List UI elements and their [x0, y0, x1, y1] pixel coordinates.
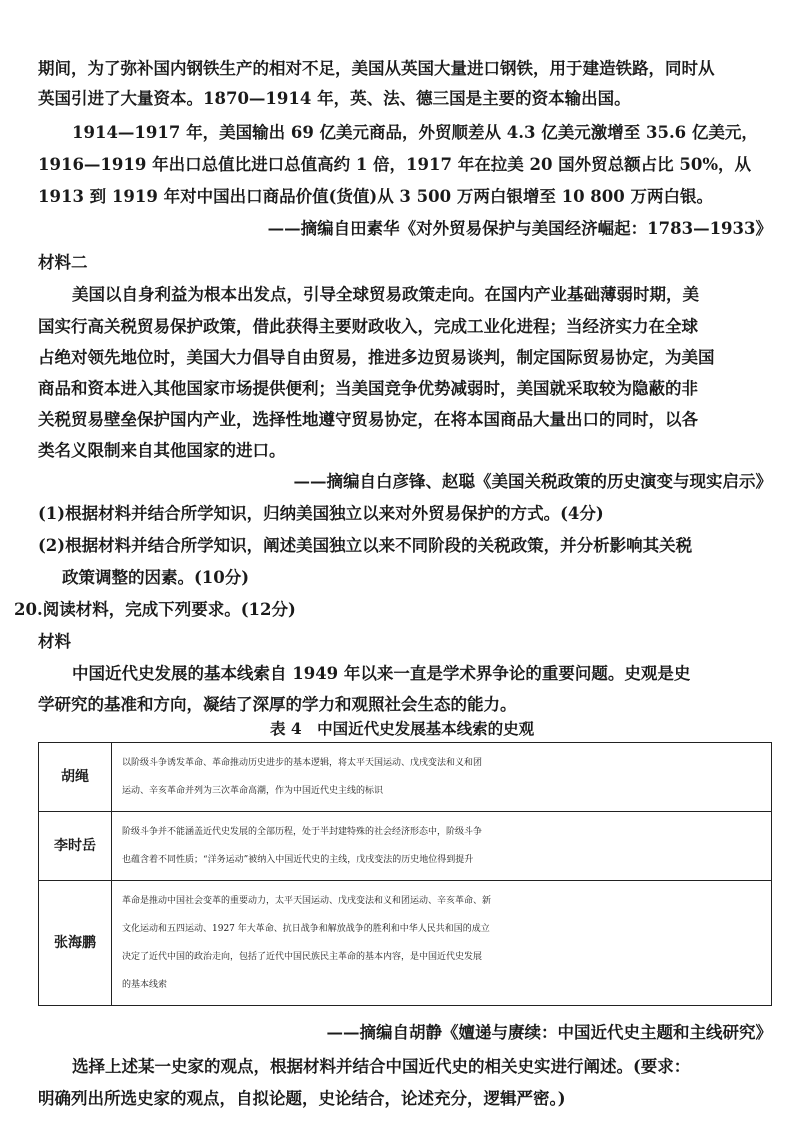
historian-view	[112, 743, 772, 812]
material-one-line-5: 1913 到 1919 年对中国出口商品价值(货值)从 3 500 万两白银增至 10 800 万两白银。	[38, 187, 713, 206]
view-line: 阶级斗争并不能涵盖近代史发展的全部历程，处于半封建特殊的社会经济形态中，阶级斗争	[122, 827, 483, 837]
material-two-heading: 材料二	[38, 253, 88, 272]
question-20-title: 20.阅读材料，完成下列要求。(12分)	[14, 600, 296, 619]
historian-name: 张海鹏	[39, 881, 112, 1006]
question-20-material-heading: 材料	[38, 632, 71, 651]
material-one-line-2: 英国引进了大量资本。1870—1914 年，英、法、德三国是主要的资本输出国。	[38, 89, 631, 108]
material-two-line-6: 类名义限制来自其他国家的进口。	[38, 441, 286, 460]
question-20-material-line-2: 学研究的基准和方向，凝结了深厚的学力和观照社会生态的能力。	[38, 695, 517, 714]
material-one-line-3: 1914—1917 年，美国输出 69 亿美元商品，外贸顺差从 4.3 亿美元激增至 35.6 亿美元，	[72, 123, 758, 142]
material-one-line-4: 1916—1919 年出口总值比进口总值高约 1 倍，1917 年在拉美 20 国外贸总额占比 50%，从	[38, 155, 752, 174]
view-line: 革命是推动中国社会变革的重要动力，太平天国运动、戊戌变法和义和团运动、辛亥革命、新	[122, 896, 492, 906]
view-line: 决定了近代中国的政治走向，包括了近代中国民族民主革命的基本内容，是中国近代史发展	[122, 952, 483, 962]
view-line: 也蕴含着不同性质；“洋务运动”被纳入中国近代史的主线，戊戌变法的历史地位得到提升	[122, 855, 474, 865]
question-20-prompt-line-1: 选择上述某一史家的观点，根据材料并结合中国近代史的相关史实进行阐述。(要求：	[72, 1057, 691, 1076]
table-caption: 表 4 中国近代史发展基本线索的史观	[270, 719, 535, 738]
historian-name: 胡绳	[39, 743, 112, 812]
material-two-line-5: 关税贸易壁垒保护国内产业，选择性地遵守贸易协定，在将本国商品大量出口的同时，以各	[38, 410, 698, 429]
material-two-line-2: 国实行高关税贸易保护政策，借此获得主要财政收入，完成工业化进程；当经济实力在全球	[38, 317, 698, 336]
material-one-citation: ——摘编自田素华《对外贸易保护与美国经济崛起：1783—1933》	[267, 219, 772, 238]
material-two-line-4: 商品和资本进入其他国家市场提供便利；当美国竞争优势减弱时，美国就采取较为隐蔽的非	[38, 379, 698, 398]
question-20-material-line-1: 中国近代史发展的基本线索自 1949 年以来一直是学术界争论的重要问题。史观是史	[72, 664, 691, 683]
table-row	[39, 743, 772, 812]
table-row	[39, 881, 772, 1006]
view-line: 以阶级斗争诱发革命、革命推动历史进步的基本逻辑，将太平天国运动、戊戌变法和义和团	[122, 758, 483, 768]
material-two-line-3: 占绝对领先地位时，美国大力倡导自由贸易，推进多边贸易谈判，制定国际贸易协定，为美国	[38, 348, 715, 367]
view-line: 运动、辛亥革命并列为三次革命高潮，作为中国近代史主线的标识	[122, 786, 384, 796]
historiography-table	[38, 742, 772, 1006]
historian-view	[112, 881, 772, 1006]
table-row	[39, 812, 772, 881]
question-20-citation: ——摘编自胡静《嬗递与赓续：中国近代史主题和主线研究》	[326, 1023, 772, 1042]
view-line: 的基本线索	[122, 980, 168, 990]
material-one-line-1: 期间，为了弥补国内钢铁生产的相对不足，美国从英国大量进口钢铁，用于建造铁路，同时从	[38, 59, 715, 78]
view-line: 文化运动和五四运动、1927 年大革命、抗日战争和解放战争的胜利和中华人民共和国的成立	[122, 924, 490, 934]
material-two-citation: ——摘编自白彦锋、赵聪《美国关税政策的历史演变与现实启示》	[293, 472, 772, 491]
material-two-line-1: 美国以自身利益为根本出发点，引导全球贸易政策走向。在国内产业基础薄弱时期，美	[72, 285, 699, 304]
question-19-part-1: (1)根据材料并结合所学知识，归纳美国独立以来对外贸易保护的方式。(4分)	[38, 504, 604, 523]
question-20-prompt-line-2: 明确列出所选史家的观点，自拟论题，史论结合，论述充分，逻辑严密。)	[38, 1089, 566, 1108]
question-19-part-2-line-1: (2)根据材料并结合所学知识，阐述美国独立以来不同阶段的关税政策，并分析影响其关税	[38, 536, 693, 555]
question-19-part-2-line-2: 政策调整的因素。(10分)	[62, 568, 250, 587]
historian-view	[112, 812, 772, 881]
historian-name: 李时岳	[39, 812, 112, 881]
